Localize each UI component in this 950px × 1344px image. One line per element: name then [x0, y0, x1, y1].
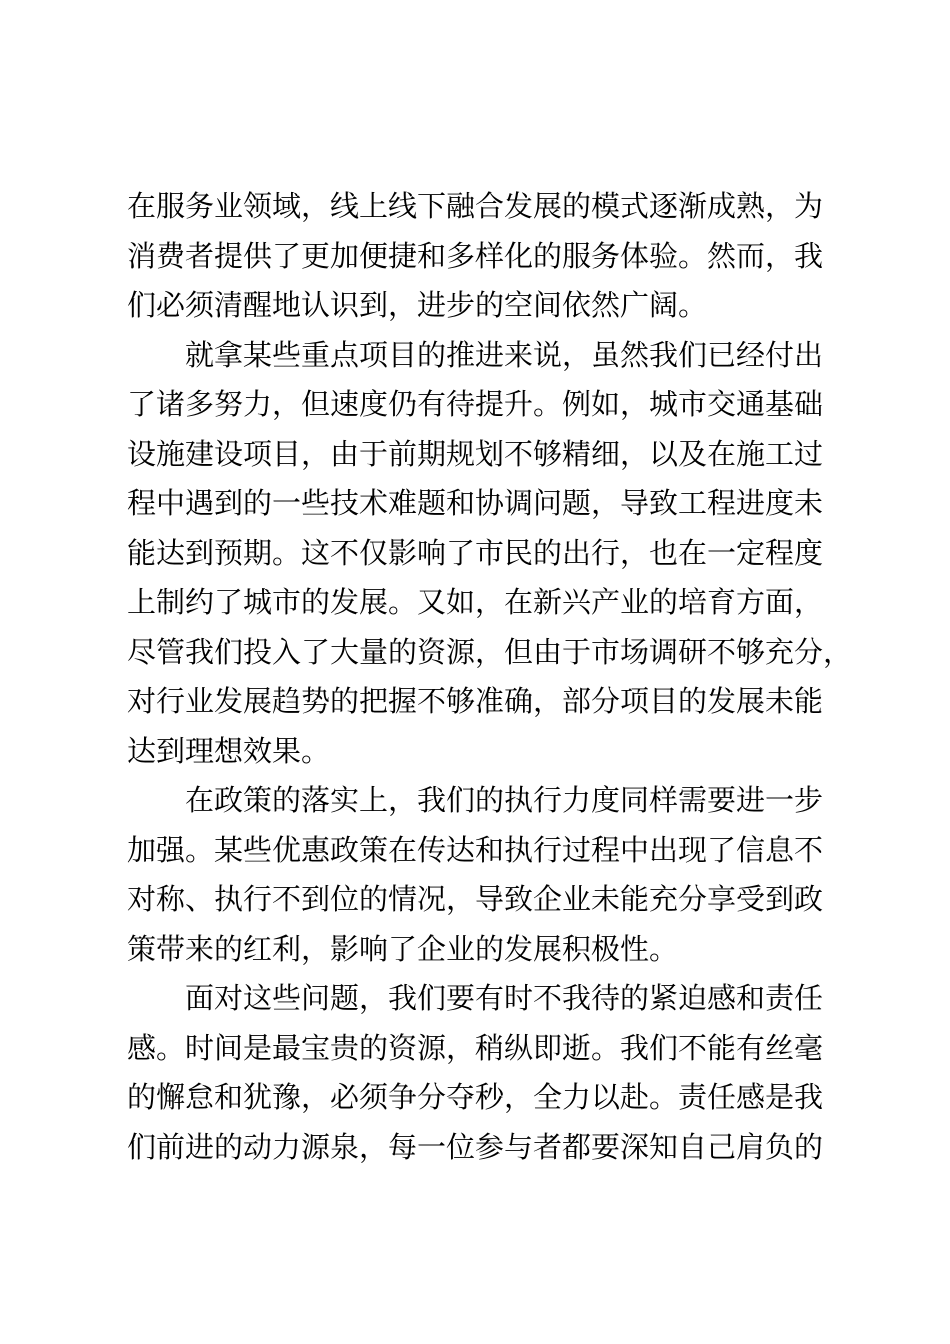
- paragraph-1-line-2: 消费者提供了更加便捷和多样化的服务体验。然而，我: [127, 238, 824, 273]
- paragraph-2-line-4: 程中遇到的一些技术难题和协调问题，导致工程进度未: [127, 486, 824, 520]
- paragraph-2-line-2: 了诸多努力，但速度仍有待提升。例如，城市交通基础: [127, 387, 824, 421]
- paragraph-2-line-9: 达到理想效果。: [127, 733, 331, 768]
- paragraph-3-line-2: 加强。某些优惠政策在传达和执行过程中出现了信息不: [127, 832, 824, 867]
- paragraph-2-line-7: 尽管我们投入了大量的资源，但由于市场调研不够充分，: [127, 634, 853, 669]
- paragraph-4-line-2: 感。时间是最宝贵的资源，稍纵即逝。我们不能有丝毫: [127, 1030, 824, 1065]
- paragraph-3-line-4: 策带来的红利，影响了企业的发展积极性。: [127, 931, 679, 966]
- paragraph-3-line-1: 在政策的落实上，我们的执行力度同样需要进一步: [185, 783, 824, 817]
- paragraph-1-line-3: 们必须清醒地认识到，进步的空间依然广阔。: [127, 288, 708, 322]
- paragraph-2-line-8: 对行业发展趋势的把握不够准确，部分项目的发展未能: [127, 684, 824, 718]
- paragraph-4-line-4: 们前进的动力源泉，每一位参与者都要深知自己肩负的: [127, 1129, 824, 1164]
- paragraph-1-line-1: 在服务业领域，线上线下融合发展的模式逐渐成熟，为: [127, 189, 824, 223]
- paragraph-4-line-3: 的懈怠和犹豫，必须争分夺秒，全力以赴。责任感是我: [127, 1080, 824, 1114]
- paragraph-3-line-3: 对称、执行不到位的情况，导致企业未能充分享受到政: [127, 882, 824, 916]
- paragraph-2-line-5: 能达到预期。这不仅影响了市民的出行，也在一定程度: [127, 535, 824, 570]
- body-text: [127, 182, 853, 1172]
- paragraph-2-line-3: 设施建设项目，由于前期规划不够精细，以及在施工过: [127, 436, 824, 471]
- paragraph-2-line-6: 上制约了城市的发展。又如，在新兴产业的培育方面，: [127, 585, 824, 619]
- paragraph-2-line-1: 就拿某些重点项目的推进来说，虽然我们已经付出: [185, 337, 824, 372]
- paragraph-4-line-1: 面对这些问题，我们要有时不我待的紧迫感和责任: [185, 981, 824, 1015]
